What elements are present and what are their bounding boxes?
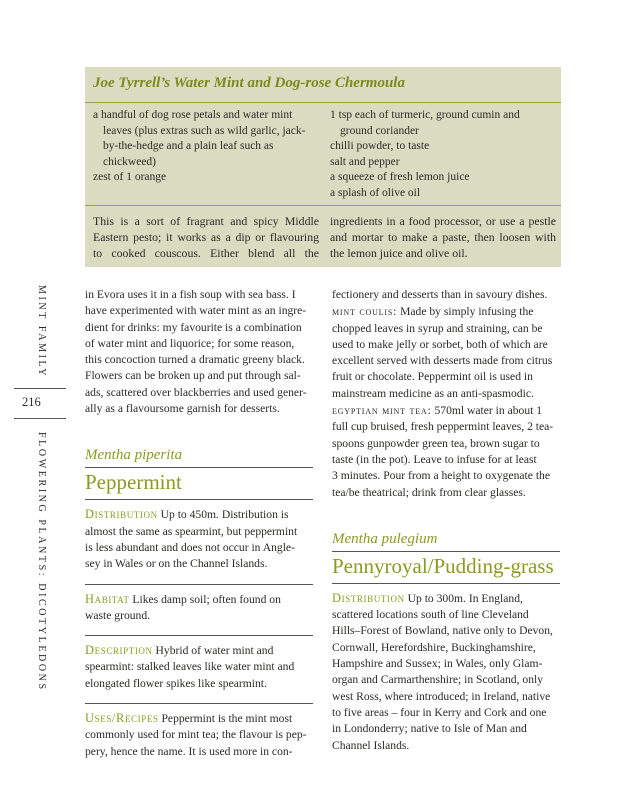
ingredient-line: ground coriander <box>340 124 419 137</box>
text-line: Hampshire and Sussex; in Wales, only Glam- <box>332 657 543 671</box>
method-line: to cooked couscous. Either blend all the <box>93 246 319 260</box>
text-line: pery, hence the name. It is used more in con- <box>85 744 293 758</box>
text-line: sey in Wales or on the Channel Islands. <box>85 557 268 571</box>
text-line: Cornwall, Herefordshire, Buckinghamshire, <box>332 640 536 654</box>
method-line: and mortar to make a paste, then loosen with <box>330 230 556 244</box>
text-line: Up to 450m. Distribution is <box>160 508 289 522</box>
heading-rule <box>332 583 560 584</box>
heading-rule <box>85 499 313 500</box>
ingredient-line: a handful of dog rose petals and water mint <box>93 109 293 121</box>
method-line: the lemon juice and olive oil. <box>330 246 468 260</box>
ingredient-line: salt and pepper <box>330 155 400 168</box>
text-line: is less abundant and does not occur in Angle- <box>85 540 295 554</box>
right-column <box>332 287 560 754</box>
uses-section <box>85 710 313 760</box>
species-scientific-name: Mentha piperita <box>85 447 183 464</box>
ingredient-line: chilli powder, to taste <box>330 140 430 152</box>
label-mint-coulis: mint coulis: <box>332 304 398 319</box>
text-line: 570ml water in about 1 <box>434 404 543 418</box>
habitat-section <box>85 591 313 625</box>
field-label-uses: Uses/Recipes <box>85 711 159 726</box>
margin-rule-top <box>14 388 66 389</box>
text-line: ads, scattered over blackberries and used gener- <box>85 385 307 399</box>
text-line: tea/be theatrical; drink from clear glasses. <box>332 485 526 499</box>
intro-paragraph <box>332 287 560 303</box>
label-egyptian-mint-tea: egyptian mint tea: <box>332 403 432 418</box>
ingredient-line: chickweed) <box>103 155 156 168</box>
text-line: taste (in the pot). Leave to infuse for at least <box>332 452 537 466</box>
ingredient-line: leaves (plus extras such as wild garlic, jack- <box>103 124 306 137</box>
field-label-distribution: Distribution <box>332 590 405 605</box>
running-head-chapter: FLOWERING PLANTS: DICOTYLEDONS <box>36 432 47 692</box>
text-line: elongated flower spikes like spearmint. <box>85 676 267 690</box>
recipe-method-right <box>330 213 556 261</box>
text-line: organ and Carmarthenshire; in Scotland, only <box>332 673 544 687</box>
text-line: in Londonderry; native to Isle of Man and <box>332 722 527 736</box>
species-common-name: Pennyroyal/Pudding-grass <box>332 553 554 578</box>
ingredient-line: a splash of olive oil <box>330 186 421 199</box>
text-line: commonly used for mint tea; the flavour is pep- <box>85 728 307 742</box>
text-line: fruit or chocolate. Peppermint oil is used in <box>332 370 533 384</box>
text-line: used to make jelly or sorbet, both of which are <box>332 337 548 351</box>
ingredient-line: a squeeze of fresh lemon juice <box>330 171 470 183</box>
text-line: spoons gunpowder green tea, brown sugar to <box>332 436 540 450</box>
text-line: spearmint: stalked leaves like water mint and <box>85 660 295 674</box>
species-common-name: Peppermint <box>85 470 182 495</box>
section-rule <box>85 635 313 636</box>
field-label-distribution: Distribution <box>85 507 158 522</box>
text-line: ally as a flavoursome garnish for desserts. <box>85 402 280 416</box>
mint-coulis-paragraph <box>332 303 560 402</box>
recipe-method-rule <box>85 205 561 206</box>
ingredient-line: by-the-hedge and a plain leaf such as <box>103 140 274 152</box>
text-line: Up to 300m. In England, <box>407 591 523 605</box>
recipe-title: Joe Tyrrell’s Water Mint and Dog-rose Chermoula <box>93 75 405 91</box>
recipe-title-rule <box>85 102 561 103</box>
field-label-description: Description <box>85 643 153 658</box>
text-line: full cup bruised, fresh peppermint leaves, 2 tea- <box>332 420 554 434</box>
ingredients-right <box>330 108 560 201</box>
text-line: waste ground. <box>85 608 151 622</box>
text-line: scattered locations south of line Cleveland <box>332 608 529 622</box>
text-line: Hills–Forest of Bowland, native only to Devon, <box>332 624 553 638</box>
text-line: to five areas – four in Kerry and Cork and one <box>332 705 547 719</box>
text-line: 3 minutes. Pour from a height to oxygenate the <box>332 469 550 483</box>
text-line: in Evora uses it in a fish soup with sea bass. I <box>85 288 296 301</box>
text-line: this concoction turned a dramatic greeny black. <box>85 353 305 367</box>
text-line: have experimented with water mint as an ingre- <box>85 304 307 318</box>
method-line: This is a sort of fragrant and spicy Middle <box>93 214 319 228</box>
text-line: almost the same as spearmint, but peppermint <box>85 524 298 538</box>
section-rule <box>85 584 313 585</box>
recipe-box <box>85 67 561 267</box>
ingredient-line: 1 tsp each of turmeric, ground cumin and <box>330 109 520 121</box>
text-line: Hybrid of water mint and <box>155 644 274 658</box>
text-line: Channel Islands. <box>332 738 410 752</box>
left-column <box>85 287 313 760</box>
heading-rule <box>85 467 313 468</box>
text-line: west Ross, where introduced; in Ireland, native <box>332 689 551 703</box>
distribution-section <box>332 590 560 754</box>
method-line: Eastern pesto; it works as a dip or flavouring <box>93 230 319 244</box>
field-label-habitat: Habitat <box>85 591 130 606</box>
text-line: Made by simply infusing the <box>400 305 534 319</box>
recipe-method-left <box>93 213 319 261</box>
egyptian-tea-paragraph <box>332 402 560 501</box>
method-line: ingredients in a food processor, or use a pestle <box>330 214 556 228</box>
running-head-section: MINT FAMILY <box>36 285 47 379</box>
text-line: fectionery and desserts than in savoury dishes. <box>332 288 548 301</box>
distribution-section <box>85 506 313 572</box>
text-line: Likes damp soil; often found on <box>132 592 281 606</box>
text-line: Flowers can be broken up and put through sal- <box>85 369 301 383</box>
description-section <box>85 642 313 692</box>
text-line: Peppermint is the mint most <box>161 712 293 726</box>
page-number: 216 <box>22 395 41 409</box>
species-scientific-name: Mentha pulegium <box>332 530 438 547</box>
text-line: excellent served with desserts made from citrus <box>332 354 553 368</box>
text-line: dient for drinks: my favourite is a combination <box>85 320 302 334</box>
text-line: chopped leaves in syrup and straining, can be <box>332 321 543 335</box>
ingredient-line: zest of 1 orange <box>93 171 167 183</box>
heading-rule <box>332 551 560 552</box>
text-line: mainstream medicine as an anti-spasmodic. <box>332 386 534 400</box>
intro-paragraph <box>85 287 313 417</box>
ingredients-left <box>93 108 323 186</box>
margin-rule-bottom <box>14 418 66 419</box>
text-line: of water mint and liquorice; for some reason, <box>85 336 295 350</box>
section-rule <box>85 703 313 704</box>
